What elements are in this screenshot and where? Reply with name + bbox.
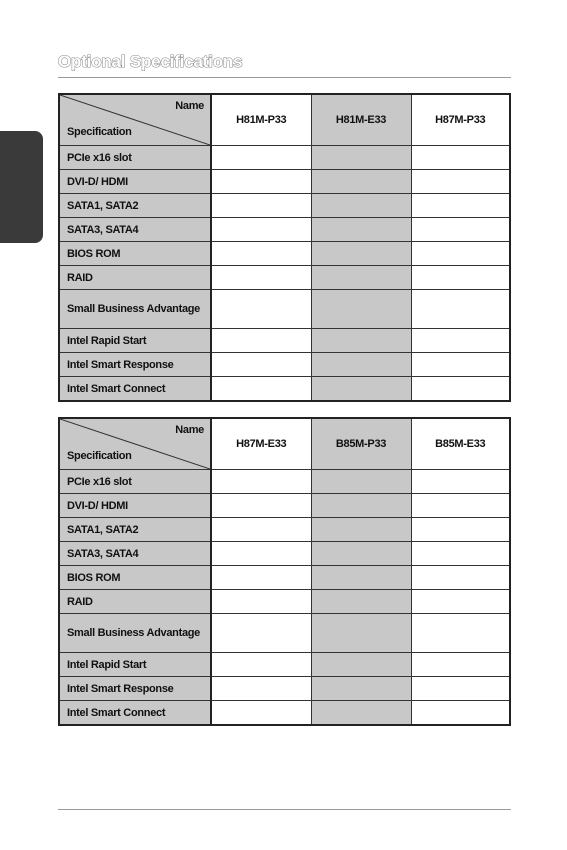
- table-row: [59, 542, 510, 566]
- row-label: Intel Smart Connect: [59, 377, 211, 402]
- table-row: [59, 218, 510, 242]
- table-cell: [311, 590, 411, 614]
- table-header-row: [59, 94, 510, 146]
- table-cell: [211, 353, 311, 377]
- title-divider: [58, 77, 511, 78]
- corner-name-label: Name: [175, 100, 204, 112]
- table-cell: [411, 353, 510, 377]
- row-label: DVI-D/ HDMI: [59, 170, 211, 194]
- row-label: PCIe x16 slot: [59, 146, 211, 170]
- table-cell: [211, 518, 311, 542]
- table-cell: [311, 353, 411, 377]
- model-header: H81M-P33: [211, 94, 311, 146]
- table-row: [59, 146, 510, 170]
- table-row: [59, 194, 510, 218]
- row-label: RAID: [59, 590, 211, 614]
- table-cell: [311, 494, 411, 518]
- table-row: [59, 470, 510, 494]
- table-cell: [211, 494, 311, 518]
- model-header: B85M-P33: [311, 418, 411, 470]
- table-cell: [411, 470, 510, 494]
- table-cell: [411, 194, 510, 218]
- table-row: [59, 266, 510, 290]
- table-cell: [211, 614, 311, 653]
- table-cell: [311, 566, 411, 590]
- row-label: DVI-D/ HDMI: [59, 494, 211, 518]
- table-row: [59, 494, 510, 518]
- table-row: [59, 590, 510, 614]
- row-label: PCIe x16 slot: [59, 470, 211, 494]
- table-cell: [311, 266, 411, 290]
- table-row: [59, 701, 510, 726]
- table-row: [59, 653, 510, 677]
- table-cell: [211, 470, 311, 494]
- model-header: H87M-P33: [411, 94, 510, 146]
- table-cell: [211, 242, 311, 266]
- table-cell: [411, 170, 510, 194]
- table-cell: [411, 677, 510, 701]
- corner-name-label: Name: [175, 424, 204, 436]
- spec-table-2: [58, 417, 511, 726]
- table-cell: [311, 542, 411, 566]
- table-row: [59, 170, 510, 194]
- table-cell: [411, 377, 510, 402]
- model-header: B85M-E33: [411, 418, 510, 470]
- table-cell: [411, 566, 510, 590]
- corner-header: [59, 418, 211, 470]
- table-cell: [311, 470, 411, 494]
- table-row: [59, 566, 510, 590]
- table-cell: [411, 266, 510, 290]
- row-label: SATA1, SATA2: [59, 194, 211, 218]
- row-label: RAID: [59, 266, 211, 290]
- table-cell: [311, 677, 411, 701]
- table-cell: [411, 290, 510, 329]
- row-label: Intel Smart Response: [59, 677, 211, 701]
- row-label: BIOS ROM: [59, 242, 211, 266]
- row-label: SATA3, SATA4: [59, 542, 211, 566]
- table-cell: [311, 170, 411, 194]
- row-label: Intel Rapid Start: [59, 329, 211, 353]
- table-cell: [411, 614, 510, 653]
- table-cell: [411, 701, 510, 726]
- table-row: [59, 290, 510, 329]
- table-row: [59, 242, 510, 266]
- row-label: SATA3, SATA4: [59, 218, 211, 242]
- table-cell: [411, 542, 510, 566]
- table-cell: [311, 653, 411, 677]
- page-title: Optional Specifications: [58, 52, 243, 71]
- corner-header: [59, 94, 211, 146]
- table-cell: [211, 218, 311, 242]
- table-cell: [211, 542, 311, 566]
- table-header-row: [59, 418, 510, 470]
- row-label: Small Business Advantage: [59, 290, 211, 329]
- table-cell: [211, 677, 311, 701]
- row-label: SATA1, SATA2: [59, 518, 211, 542]
- table-row: [59, 614, 510, 653]
- table-cell: [211, 653, 311, 677]
- table-cell: [311, 146, 411, 170]
- table-row: [59, 353, 510, 377]
- model-header: H81M-E33: [311, 94, 411, 146]
- table-row: [59, 518, 510, 542]
- table-cell: [411, 653, 510, 677]
- table-cell: [211, 566, 311, 590]
- table-cell: [211, 290, 311, 329]
- table-cell: [311, 242, 411, 266]
- table-cell: [211, 701, 311, 726]
- table-cell: [311, 218, 411, 242]
- table-cell: [211, 329, 311, 353]
- table-cell: [211, 170, 311, 194]
- footer-divider: [58, 809, 511, 810]
- table-cell: [311, 701, 411, 726]
- table-cell: [411, 329, 510, 353]
- row-label: Intel Smart Response: [59, 353, 211, 377]
- table-row: [59, 377, 510, 402]
- table-cell: [311, 614, 411, 653]
- table-cell: [411, 242, 510, 266]
- row-label: BIOS ROM: [59, 566, 211, 590]
- table-cell: [311, 329, 411, 353]
- table-cell: [311, 377, 411, 402]
- row-label: Small Business Advantage: [59, 614, 211, 653]
- table-cell: [311, 290, 411, 329]
- table-cell: [411, 494, 510, 518]
- corner-spec-label: Specification: [67, 126, 132, 138]
- table-cell: [211, 590, 311, 614]
- table-cell: [311, 194, 411, 218]
- table-cell: [411, 146, 510, 170]
- table-cell: [411, 218, 510, 242]
- table-row: [59, 329, 510, 353]
- row-label: Intel Rapid Start: [59, 653, 211, 677]
- table-cell: [311, 518, 411, 542]
- table-cell: [411, 518, 510, 542]
- chapter-side-tab: [0, 131, 43, 243]
- table-cell: [411, 590, 510, 614]
- table-cell: [211, 266, 311, 290]
- spec-table-1: [58, 93, 511, 402]
- corner-spec-label: Specification: [67, 450, 132, 462]
- table-cell: [211, 194, 311, 218]
- table-cell: [211, 146, 311, 170]
- row-label: Intel Smart Connect: [59, 701, 211, 726]
- table-row: [59, 677, 510, 701]
- model-header: H87M-E33: [211, 418, 311, 470]
- table-cell: [211, 377, 311, 402]
